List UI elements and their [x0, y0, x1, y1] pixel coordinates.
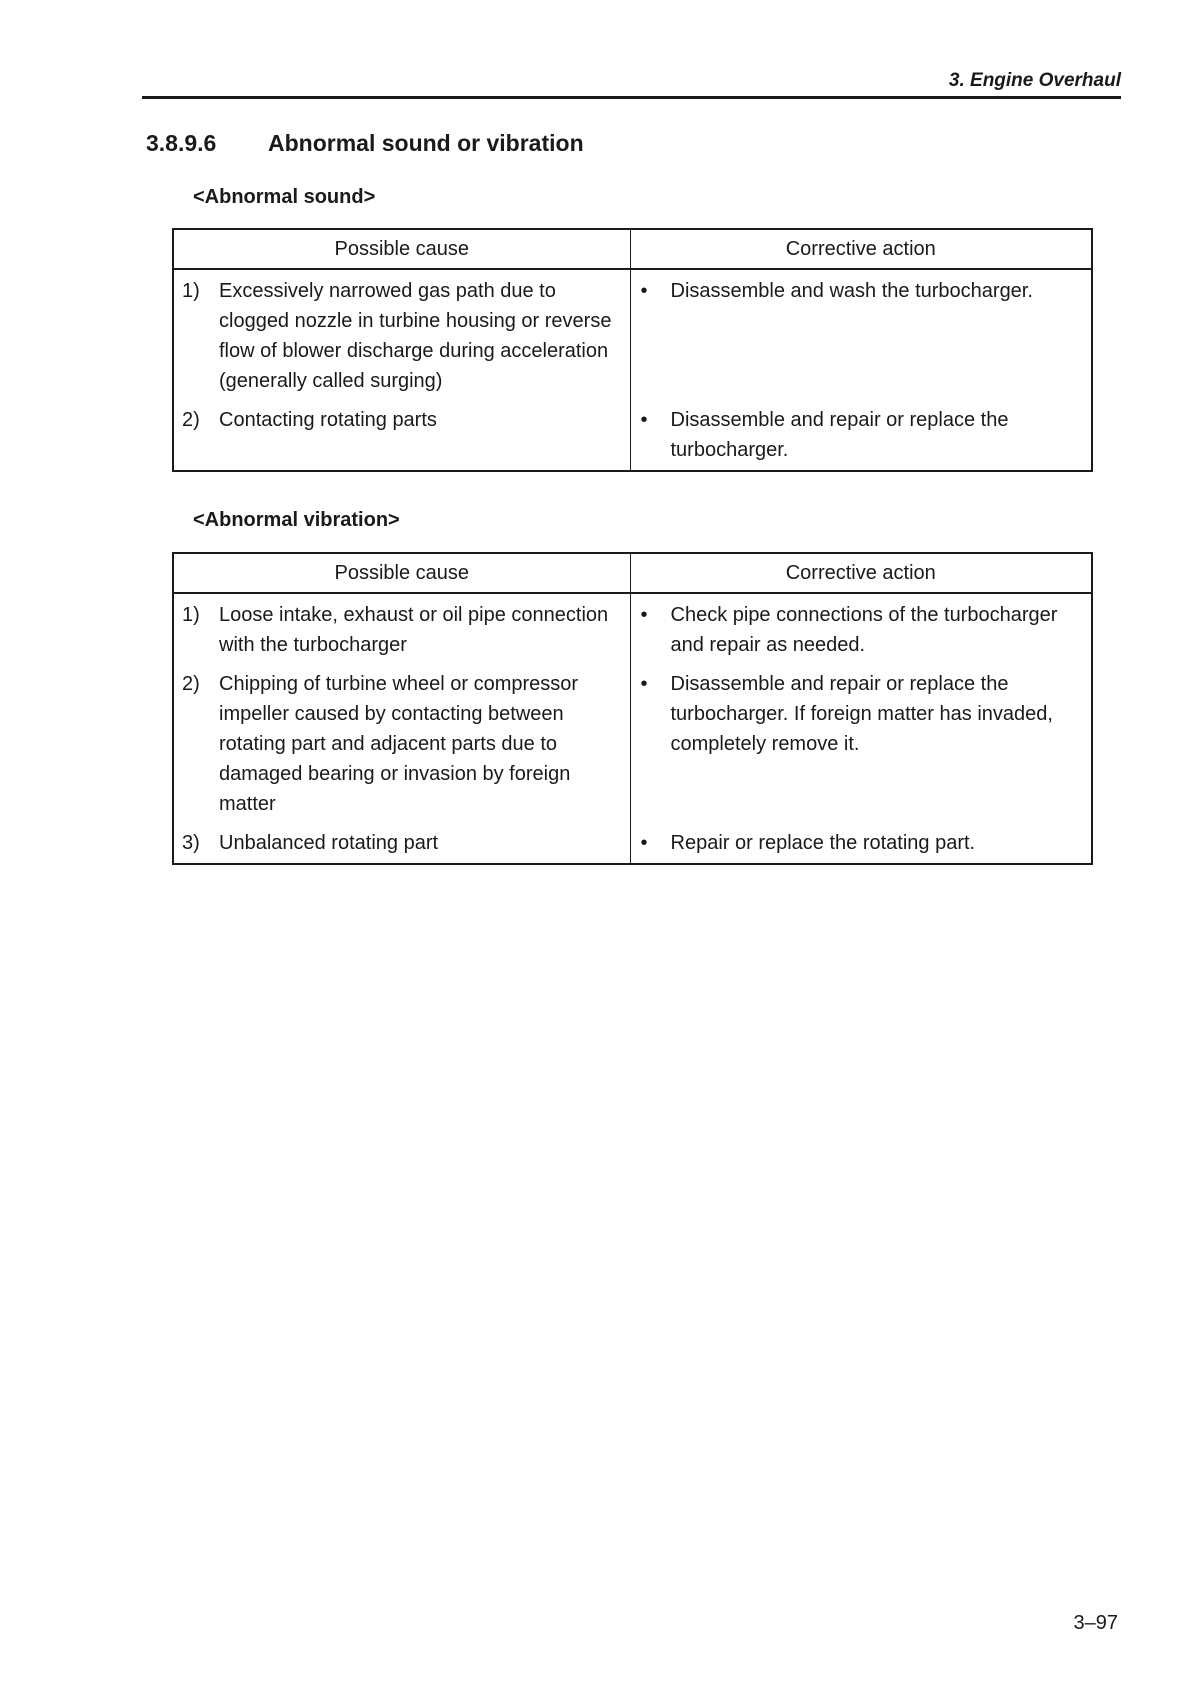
bullet-icon: • [640, 604, 648, 626]
cause-cell [173, 824, 630, 864]
table-row [173, 665, 1092, 824]
action-text: Check pipe connections of the turbocharger and repair as needed. [670, 604, 1058, 656]
running-header: 3. Engine Overhaul [948, 70, 1121, 91]
action-text: Disassemble and repair or replace the turbocharger. [670, 409, 1009, 461]
table-row [173, 401, 1092, 471]
item-number: 2) [182, 409, 200, 431]
column-header-possible-cause: Possible cause [173, 229, 630, 269]
cause-text: Loose intake, exhaust or oil pipe connection with the turbocharger [219, 604, 609, 656]
section-title: Abnormal sound or vibration [268, 130, 584, 156]
table-row [173, 593, 1092, 665]
action-text: Disassemble and wash the turbocharger. [670, 280, 1033, 302]
header-rule [142, 96, 1121, 99]
abnormal-vibration-table [172, 552, 1093, 865]
item-number: 1) [182, 280, 200, 302]
action-cell [630, 269, 1092, 401]
page-number: 3–97 [1073, 1612, 1118, 1634]
action-cell [630, 401, 1092, 471]
action-text: Repair or replace the rotating part. [670, 832, 976, 854]
table-header-row [173, 553, 1092, 593]
abnormal-sound-table [172, 228, 1093, 472]
column-header-corrective-action: Corrective action [630, 229, 1092, 269]
column-header-corrective-action: Corrective action [630, 553, 1092, 593]
section-number: 3.8.9.6 [146, 130, 217, 156]
cause-text: Contacting rotating parts [219, 409, 437, 431]
cause-text: Chipping of turbine wheel or compressor impeller caused by contacting between rotating part and adjacent parts due to damaged bearing or invasion by foreign matter [219, 673, 579, 815]
action-cell [630, 824, 1092, 864]
bullet-icon: • [640, 409, 648, 431]
abnormal-vibration-heading: <Abnormal vibration> [193, 509, 400, 531]
section-heading [146, 130, 584, 157]
cause-cell [173, 593, 630, 665]
action-cell [630, 593, 1092, 665]
table-header-row [173, 229, 1092, 269]
column-header-possible-cause: Possible cause [173, 553, 630, 593]
cause-cell [173, 401, 630, 471]
table-row [173, 269, 1092, 401]
item-number: 3) [182, 832, 200, 854]
table-row [173, 824, 1092, 864]
abnormal-sound-heading: <Abnormal sound> [193, 186, 376, 208]
action-cell [630, 665, 1092, 824]
cause-cell [173, 269, 630, 401]
cause-text: Unbalanced rotating part [219, 832, 439, 854]
item-number: 2) [182, 673, 200, 695]
cause-text: Excessively narrowed gas path due to clogged nozzle in turbine housing or reverse flow of blower discharge during acceleration (generally called surging) [219, 280, 612, 392]
bullet-icon: • [640, 280, 648, 302]
bullet-icon: • [640, 832, 648, 854]
bullet-icon: • [640, 673, 648, 695]
item-number: 1) [182, 604, 200, 626]
cause-cell [173, 665, 630, 824]
action-text: Disassemble and repair or replace the turbocharger. If foreign matter has invaded, completely remove it. [670, 673, 1053, 755]
